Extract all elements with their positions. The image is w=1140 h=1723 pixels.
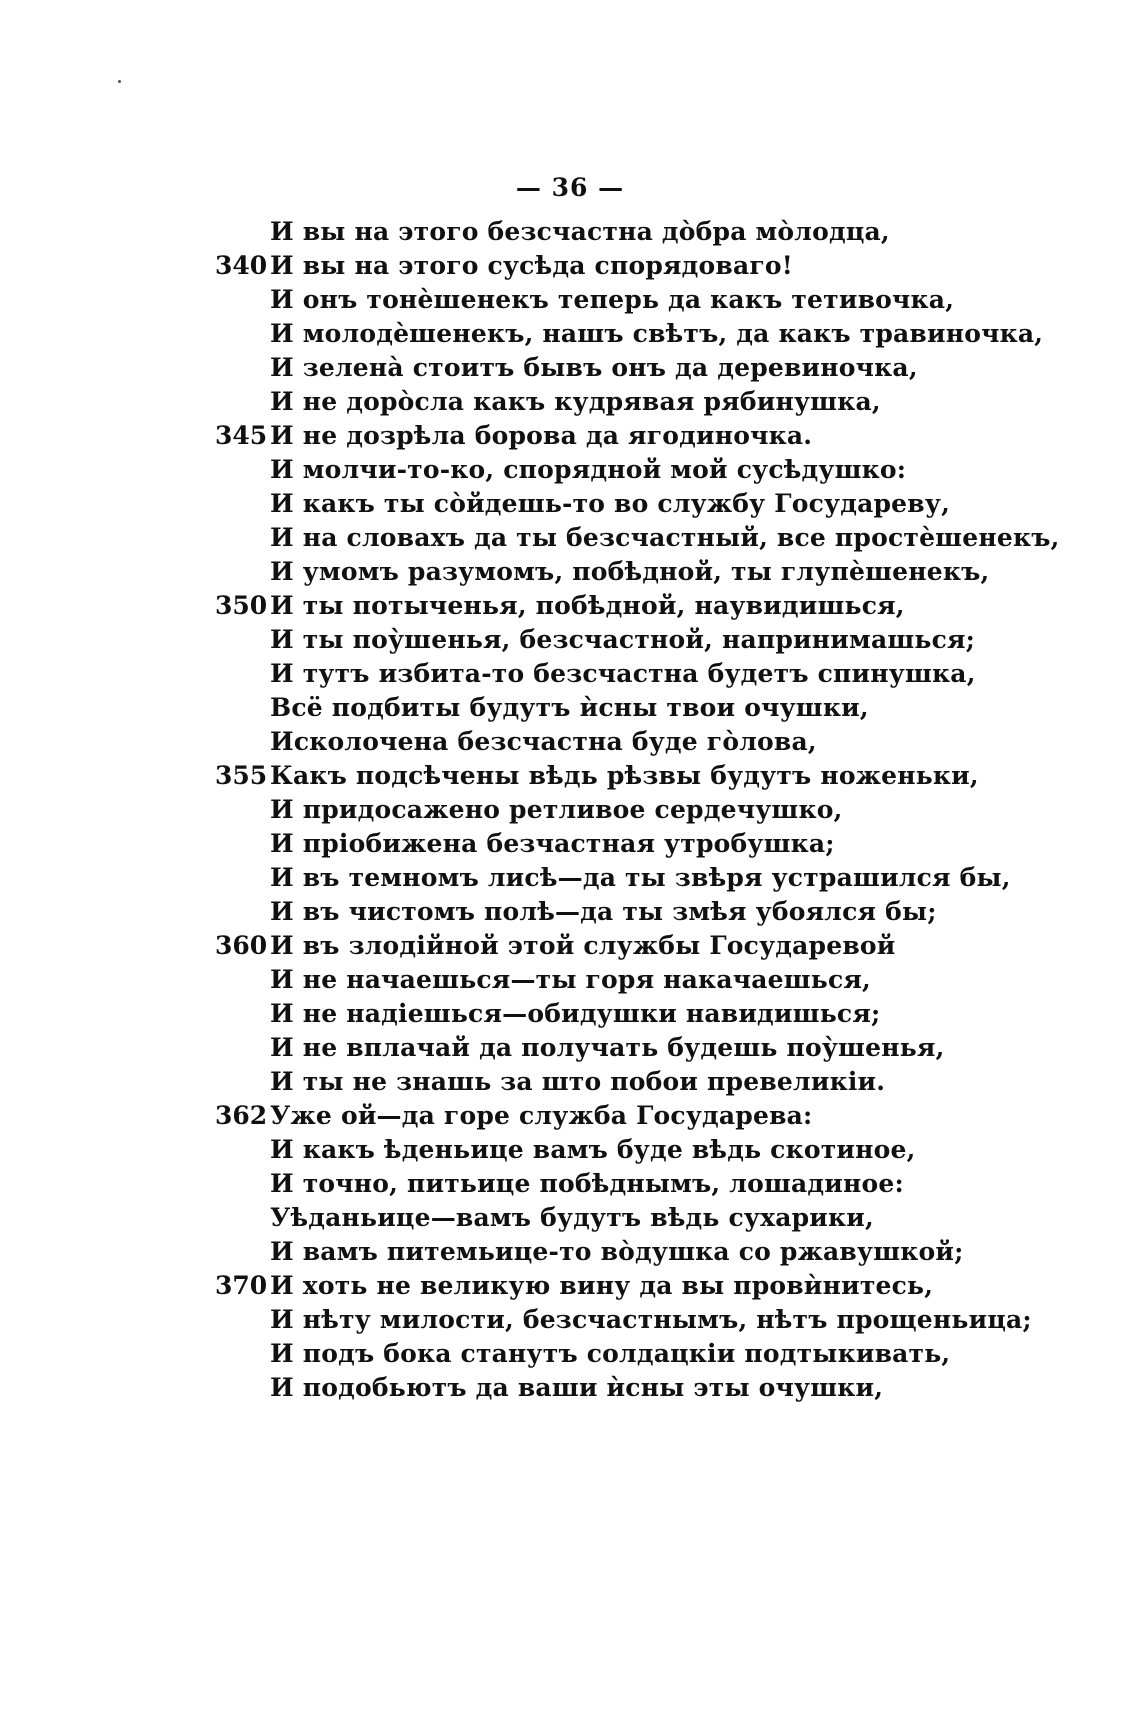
page-number: — 36 —: [515, 173, 625, 202]
line-text: И онъ тонѐшенекъ теперь да какъ тетивочка,: [270, 285, 955, 314]
verse-line: [0, 419, 1140, 453]
verse-line: [0, 895, 1140, 929]
verse-line: [0, 1031, 1140, 1065]
line-text: И вамъ питемьице-то вòдушка со ржавушкой;: [270, 1237, 964, 1266]
verse-line: [0, 453, 1140, 487]
verse-line: [0, 1201, 1140, 1235]
line-number: 355: [215, 761, 268, 790]
line-text: И придосажено ретливое сердечушко,: [270, 795, 843, 824]
line-text: И не надіешься—обидушки навидишься;: [270, 999, 881, 1028]
line-text: Какъ подсѣчены вѣдь рѣзвы будутъ ноженьки,: [270, 761, 979, 790]
verse-line: [0, 351, 1140, 385]
verse-line: [0, 1099, 1140, 1133]
verse-line: [0, 1235, 1140, 1269]
line-number: 340: [215, 251, 268, 280]
line-number: 362: [215, 1101, 268, 1130]
verse-line: [0, 1337, 1140, 1371]
verse-line: [0, 215, 1140, 249]
line-text: И хоть не великую вину да вы провѝнитесь,: [270, 1271, 934, 1300]
line-number: 345: [215, 421, 268, 450]
line-text: И въ чистомъ полѣ—да ты змѣя убоялся бы;: [270, 897, 937, 926]
line-text: И ты потыченья, побѣдной, наувидишься,: [270, 591, 905, 620]
verse-line: [0, 1065, 1140, 1099]
line-text: Исколочена безсчастна буде гòлова,: [270, 727, 817, 756]
verse-line: [0, 929, 1140, 963]
line-text: И подобьютъ да ваши ѝсны эты очушки,: [270, 1373, 884, 1402]
verse-line: [0, 283, 1140, 317]
line-text: И не вплачай да получать будешь поу̀шенья,: [270, 1033, 945, 1062]
line-text: Всё подбиты будутъ ѝсны твои очушки,: [270, 693, 869, 722]
line-number: 360: [215, 931, 268, 960]
verse-line: [0, 725, 1140, 759]
line-text: И на словахъ да ты безсчастный, все простѐшенекъ,: [270, 523, 1060, 552]
line-text: И молчи-то-ко, спорядной мой сусѣдушко:: [270, 455, 907, 484]
verse-line: [0, 555, 1140, 589]
line-text: И тутъ избита-то безсчастна будетъ спинушка,: [270, 659, 976, 688]
verse-line: [0, 691, 1140, 725]
line-text: И ты не знашь за што побои превеликіи.: [270, 1067, 886, 1096]
line-text: И не дозрѣла борова да ягодиночка.: [270, 421, 813, 450]
verse-line: [0, 317, 1140, 351]
verse-line: [0, 657, 1140, 691]
line-text: И нѣту милости, безсчастнымъ, нѣтъ прощеньица;: [270, 1305, 1032, 1334]
verse-line: [0, 963, 1140, 997]
verse-line: [0, 1133, 1140, 1167]
line-text: И не начаешься—ты горя накачаешься,: [270, 965, 871, 994]
line-text: И вы на этого сусѣда спорядоваго!: [270, 251, 793, 280]
line-text: И пріобижена безчастная утробушка;: [270, 829, 835, 858]
line-text: Уѣданьице—вамъ будутъ вѣдь сухарики,: [270, 1203, 874, 1232]
line-number: 370: [215, 1271, 268, 1300]
verse-line: [0, 521, 1140, 555]
line-number: 350: [215, 591, 268, 620]
line-text: И подъ бока станутъ солдацкіи подтыкивать,: [270, 1339, 951, 1368]
line-text: И ты поу̀шенья, безсчастной, напринимашься;: [270, 625, 976, 654]
verse-block: [0, 215, 1140, 1405]
line-text: И умомъ разумомъ, побѣдной, ты глупѐшенекъ,: [270, 557, 990, 586]
line-text: И въ темномъ лисѣ—да ты звѣря устрашился бы,: [270, 863, 1011, 892]
verse-line: [0, 1167, 1140, 1201]
scan-speck: [118, 80, 121, 83]
verse-line: [0, 827, 1140, 861]
verse-line: [0, 249, 1140, 283]
line-text: И вы на этого безсчастна дòбра мòлодца,: [270, 217, 890, 246]
verse-line: [0, 759, 1140, 793]
line-text: И не дорòсла какъ кудрявая рябинушка,: [270, 387, 881, 416]
verse-line: [0, 861, 1140, 895]
verse-line: [0, 997, 1140, 1031]
line-text: И точно, питьице побѣднымъ, лошадиное:: [270, 1169, 904, 1198]
verse-line: [0, 623, 1140, 657]
verse-line: [0, 385, 1140, 419]
line-text: И зеленà стоитъ бывъ онъ да деревиночка,: [270, 353, 918, 382]
verse-line: [0, 1371, 1140, 1405]
verse-line: [0, 1303, 1140, 1337]
line-text: И какъ ты сòйдешь-то во службу Государеву,: [270, 489, 950, 518]
line-text: И молодѐшенекъ, нашъ свѣтъ, да какъ травиночка,: [270, 319, 1044, 348]
line-text: И какъ ѣденьице вамъ буде вѣдь скотиное,: [270, 1135, 916, 1164]
verse-line: [0, 589, 1140, 623]
verse-line: [0, 487, 1140, 521]
line-text: И въ злодійной этой службы Государевой: [270, 931, 896, 960]
verse-line: [0, 1269, 1140, 1303]
verse-line: [0, 793, 1140, 827]
line-text: Уже ой—да горе служба Государева:: [270, 1101, 813, 1130]
